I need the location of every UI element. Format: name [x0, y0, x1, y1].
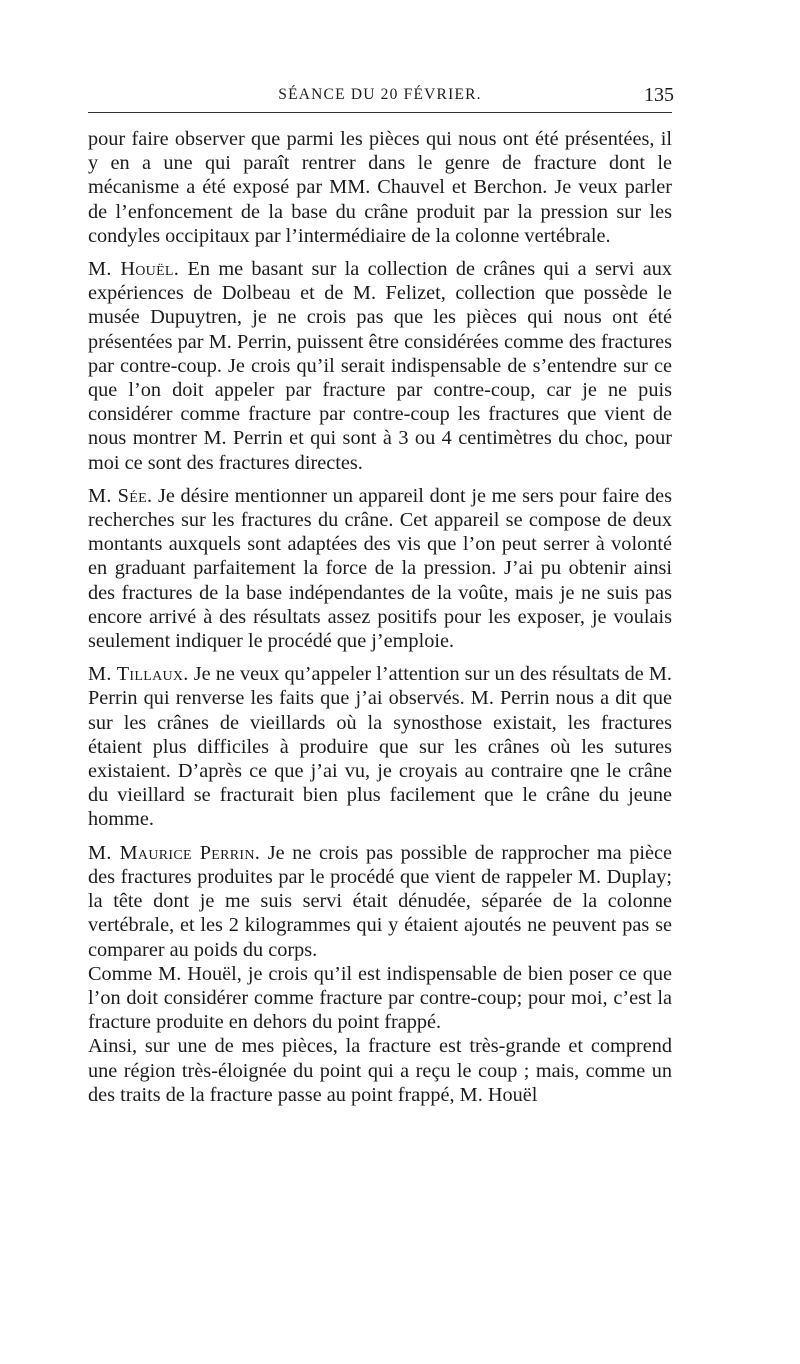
paragraph-perrin: [88, 841, 672, 962]
paragraph-text: Ainsi, sur une de mes pièces, la fracture est très-grande et comprend une région très-éloignée du point qui a reçu le coup ; mais, comme un des traits de la fracture passe au point frappé, M. Houël: [88, 1035, 672, 1106]
body-text: [88, 127, 672, 1107]
paragraph-text: Comme M. Houël, je crois qu’il est indispensable de bien poser ce que l’on doit considérer comme fracture par contre-coup; pour moi, c’est la fracture produite en dehors du point frappé.: [88, 962, 672, 1034]
page-number: 135: [644, 84, 674, 106]
paragraph-continuation: [88, 127, 672, 248]
speaker-name: M. Sée.: [88, 484, 153, 507]
paragraph-perrin-final: [88, 1034, 672, 1107]
header-title: SÉANCE DU 20 FÉVRIER.: [278, 86, 482, 103]
paragraph-text: Je désire mentionner un appareil dont je me sers pour faire des recherches sur les fractures du crâne. Cet appareil se compose de deux montants auxquels sont adaptées des vis que l’on peut serrer à volonté en graduant parfaitement la force de la pression. J’ai pu obtenir ainsi des fractures de la base indépendantes de la voûte, mais je ne suis pas encore arrivé à des résultats assez positifs pour les exposer, je voulais seulement indiquer le procédé que j’emploie.: [88, 484, 672, 653]
paragraph-see: [88, 484, 672, 653]
paragraph-text: pour faire observer que parmi les pièces qui nous ont été présentées, il y en a une qui paraît rentrer dans le genre de fracture dont le mécanisme a été exposé par MM. Chauvel et Berchon. Je veux parler de l’enfoncement de la base du crâne produit par la pression sur les condyles occipitaux par l’intermédiaire de la colonne vertébrale.: [88, 128, 672, 247]
book-page: [88, 84, 672, 1107]
paragraph-houel: [88, 257, 672, 475]
paragraph-perrin-continued: [88, 962, 672, 1035]
speaker-name: M. Houël.: [88, 258, 180, 281]
running-header: [88, 84, 672, 113]
paragraph-text: Je ne crois pas possible de rapprocher ma pièce des fractures produites par le procédé que vient de rappeler M. Duplay; la tête dont je me suis servi était dénudée, séparée de la colonne vertébrale, et les 2 kilogrammes qui y étaient ajoutés ne peuvent pas se comparer au poids du corps.: [88, 841, 673, 961]
speaker-name: M. Maurice Perrin.: [88, 841, 261, 864]
paragraph-text: En me basant sur la collection de crânes qui a servi aux expériences de Dolbeau et de M. Felizet, collection que possède le musée Dupuytren, je ne crois pas que les pièces qui nous ont été présentées par M. Perrin, puissent être considérées comme des fractures par contre-coup. Je crois qu’il serait indispensable de s’entendre sur ce que l’on doit appeler par fracture par contre-coup, car je ne puis considérer comme fracture par contre-coup les fractures que vient de nous montrer M. Perrin et qui sont à 3 ou 4 centimètres du choc, pour moi ce sont des fractures directes.: [88, 258, 672, 474]
paragraph-text: Je ne veux qu’appeler l’attention sur un des résultats de M. Perrin qui renverse les faits que j’ai observés. M. Perrin nous a dit que sur les crânes de vieillards où la synosthose existait, les fractures étaient plus difficiles à produire que sur les crânes où les sutures existaient. D’après ce que j’ai vu, je croyais au contraire qne le crâne du vieillard se fracturait bien plus facilement que le crâne du jeune homme.: [88, 663, 672, 831]
paragraph-tillaux: [88, 662, 672, 831]
speaker-name: M. Tillaux.: [88, 663, 189, 686]
